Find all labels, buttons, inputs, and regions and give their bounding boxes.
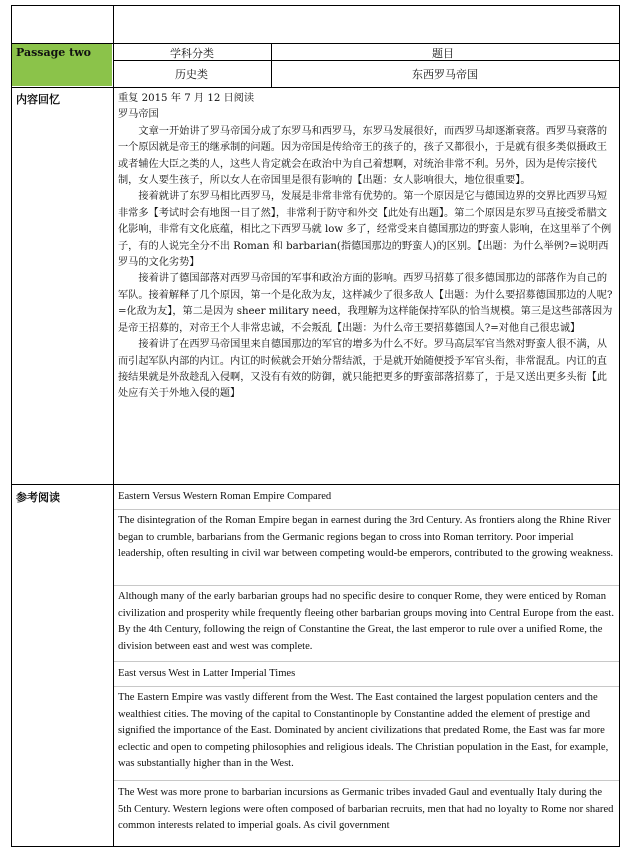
- recall-label: 内容回忆: [16, 93, 60, 106]
- column-divider: [113, 5, 114, 847]
- reference-title: Eastern Versus Western Roman Empire Compared: [118, 491, 332, 502]
- row-divider: [11, 484, 620, 485]
- paragraph-separator: [114, 585, 619, 586]
- recall-paragraph: 接着就讲了东罗马相比西罗马，发展是非常非常有优势的。第一个原因是它与德国边界的交界比西罗马短非常多【考试时会有地图一目了然】，非常利于防守和外交【此处有出题】。第二个原因是东罗马直接受希腊文化影响，非常有文化底蕴，相比之下西罗马就 low 多了，经常受来自德国那边的野蛮人影响，在这里举了个例子，有的人说完全分不出 Roman 和 barbarian(指德国那边的野蛮人)的区别。【出题：为什么举例?=说明西罗马的文化劣势】: [118, 191, 612, 269]
- topic-value: 东西罗马帝国: [412, 68, 478, 81]
- recall-content: [118, 91, 614, 403]
- category-value: 历史类: [175, 68, 208, 81]
- recall-paragraph: 接着讲了在西罗马帝国里来自德国那边的军官的增多为什么不好。罗马高层军官当然对野蛮人很不满，从而引起军队内部的内讧。内讧的时候就会开始分帮结派，于是就开始随便授予军官头衔，非常混乱。内讧的直接结果就是外敌趁乱入侵啊，又没有有效的防御，就只能把更多的野蛮部落招募了，于是又送出更多头衔【此处应有关于外地入侵的题】: [118, 339, 608, 400]
- recall-paragraph: 文章一开始讲了罗马帝国分成了东罗马和西罗马，东罗马发展很好，而西罗马却逐渐衰落。西罗马衰落的一个原因就是帝王的继承制的问题。因为帝国是传给帝王的孩子的，孩子又都很小，于是就有很多类似摄政王或者辅佐大臣之类的人，这些人肯定就会在政治中为自己着想啊，对统治非常不利。另外，因为是传宗接代制，女人要生孩子，所以女人在帝国里是很有影响的【出题：女人影响很大，地位很重要】。: [118, 125, 608, 187]
- paragraph-separator: [114, 686, 619, 687]
- topic-header: 题目: [432, 47, 454, 60]
- paragraph-separator: [114, 509, 619, 510]
- category-header: 学科分类: [170, 47, 214, 60]
- recall-subject: 罗马帝国: [118, 109, 159, 121]
- reference-label: 参考阅读: [16, 491, 60, 504]
- reference-paragraph: The Eastern Empire was vastly different from the West. The East contained the largest population centers and the wealthiest cities. The moving of the capital to Constantinople by Constantine added the element of prestige and signified the importance of the East. Dominated by ancient civilizations that predated Rome, the East was far more eclectic and open to competing philosophies and religious ideals. The Christian population in the East, for example, was substantially higher than in the West.: [118, 692, 609, 770]
- paragraph-separator: [114, 661, 619, 662]
- recall-date: 重复 2015 年 7 月 12 日阅读: [118, 93, 255, 104]
- row-divider: [11, 87, 620, 88]
- column-divider: [271, 43, 272, 87]
- paragraph-separator: [114, 780, 619, 781]
- reference-paragraph: The West was more prone to barbarian incursions as Germanic tribes invaded Gaul and eventually Italy during the 5th Century. Western legions were often composed of barbarian recruits, men that had no loyalty to Rome nor shared common interests related to imperial goals. As civil government: [118, 787, 614, 832]
- reference-subtitle: East versus West in Latter Imperial Times: [118, 668, 296, 679]
- passage-label: Passage two: [16, 46, 92, 59]
- reference-paragraph: Although many of the early barbarian groups had no specific desire to conquer Rome, they were enticed by Roman civilization and prosperity while frequently fleeing other barbarian groups moving into Central Europe from the east. By the 4th Century, following the reign of Constantine the Great, the last emperor to rule over a unified Rome, the division between east and west was complete.: [118, 591, 614, 652]
- reference-paragraph: The disintegration of the Roman Empire began in earnest during the 3rd Century. As frontiers along the Rhine River began to crumble, barbarians from the Germanic regions began to cross into Roman territory. Poor imperial leadership, often resulting in civil war between competing would-be emperors, contributed to the growing weakness.: [118, 515, 614, 560]
- recall-paragraph: 接着讲了德国部落对西罗马帝国的军事和政治方面的影响。西罗马招募了很多德国那边的部落作为自己的军队。接着解释了几个原因，第一个是化敌为友，这样减少了很多敌人【出题：为什么要招募德国那边的人呢?=化敌为友】，第二是因为 sheer military need，我理解为这样能保持军队的恰当规模。第三是这些部落因为是帝王招募的，对帝王个人非常忠诚，不会叛乱【出题：为什么帝王要招募德国人?=对他自己很忠诚】: [118, 273, 613, 334]
